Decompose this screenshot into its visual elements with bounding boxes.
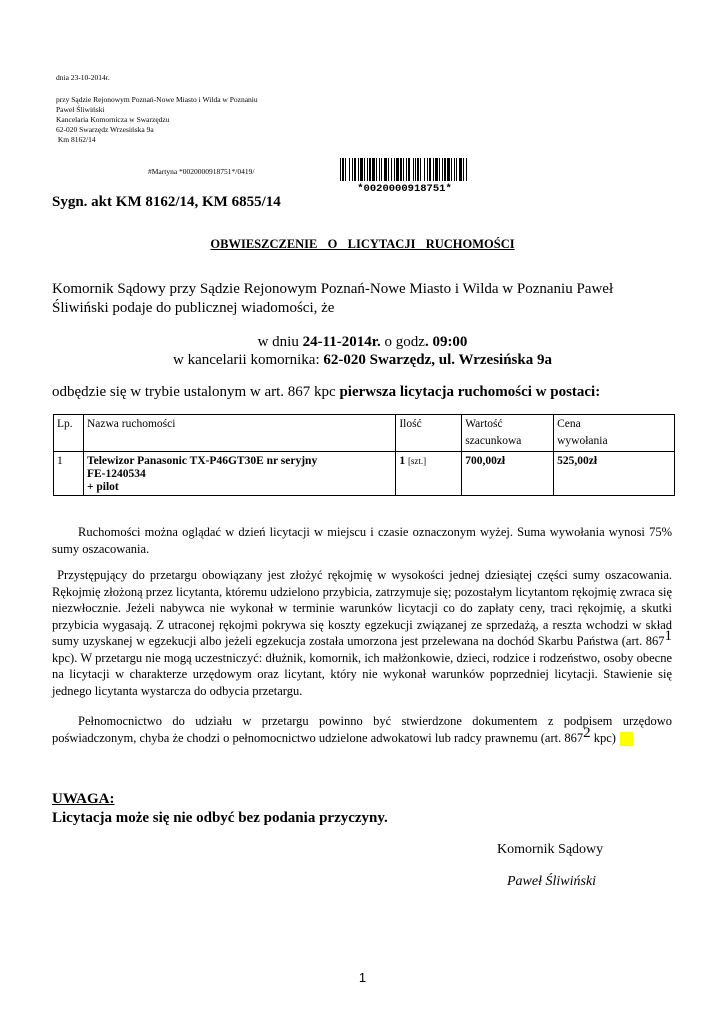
barcode-bar xyxy=(429,158,431,181)
col-header-value-line2: szacunkowa xyxy=(465,435,522,447)
notice-text: Licytacja może się nie odbyć bez podania przyczyny. xyxy=(52,810,388,826)
viewing-paragraph xyxy=(52,524,672,557)
barcode-bar xyxy=(364,158,365,181)
deposit-paragraph xyxy=(52,567,676,699)
auction-time: . 09:00 xyxy=(424,334,468,350)
auction-date: 24-11-2014r. xyxy=(302,334,381,350)
proxy-sup: 2 xyxy=(583,724,591,741)
auction-mode xyxy=(52,384,600,401)
document-title: OBWIESZCZENIE O LICYTACJI RUCHOMOŚCI xyxy=(210,237,515,251)
auction-when xyxy=(0,333,725,369)
barcode-bar xyxy=(413,158,414,181)
barcode-bar xyxy=(435,158,438,181)
barcode-bar xyxy=(415,158,416,181)
barcode-bar xyxy=(451,158,452,181)
barcode-bar xyxy=(417,158,419,181)
barcode-bar xyxy=(381,158,382,181)
intro-paragraph: Komornik Sądowy przy Sądzie Rejonowym Poznań-Nowe Miasto i Wilda w Poznaniu Paweł Śliwiński podaje do publicznej wiadomości, że xyxy=(52,281,614,316)
page-number: 1 xyxy=(358,970,367,985)
item-name-line: + pilot xyxy=(86,481,119,493)
items-table xyxy=(53,414,675,496)
barcode-bar xyxy=(408,158,410,181)
address-line: Paweł Śliwiński xyxy=(56,105,105,114)
qty-unit: [szt.] xyxy=(407,456,427,466)
cell-value: 700,00zł xyxy=(462,452,554,496)
table-header-row xyxy=(54,415,675,452)
item-name-line: Telewizor Panasonic TX-P46GT30E nr seryjny xyxy=(86,455,318,467)
barcode-bar xyxy=(367,158,368,181)
barcode-bar xyxy=(394,158,395,181)
col-header-price-line1: Cena xyxy=(557,418,581,430)
cell-qty xyxy=(396,452,462,496)
barcode-bar xyxy=(444,158,446,181)
cell-price: 525,00zł xyxy=(554,452,675,496)
place-prefix: w kancelarii komornika: xyxy=(173,352,324,368)
mode-prefix: odbędzie się w trybie ustalonym w art. 867 kpc xyxy=(52,384,340,400)
cell-lp: 1 xyxy=(54,452,84,496)
barcode-bar xyxy=(345,158,346,181)
item-name-line: FE-1240534 xyxy=(86,468,146,480)
barcode-text: *0020000918751* xyxy=(357,183,452,192)
barcode-bar xyxy=(459,158,462,181)
when-prefix: w dniu xyxy=(257,334,303,350)
address-line: 62-020 Swarzędz Wrzesińska 9a xyxy=(56,125,154,134)
proxy-paragraph xyxy=(52,713,672,746)
col-header-price-line2: wywołania xyxy=(557,435,608,447)
barcode-bar xyxy=(447,158,450,181)
col-header-name: Nazwa ruchomości xyxy=(83,415,395,452)
barcode-bar xyxy=(396,158,399,181)
deposit-sup: 1 xyxy=(664,628,672,644)
barcode-bar xyxy=(406,158,407,181)
barcode-bar xyxy=(384,158,387,181)
barcode-bar xyxy=(403,158,404,181)
deposit-text-before: Przystępujący do przetargu obowiązany jest złożyć rękojmię w wysokości jednej dziesiątej części sumy oszacowania. Rękojmię złożoną przez licytanta, któremu udzielono przybicia, zatrzymuje się; pozostałym licytantom rękojmię zwraca się niezwłocznie. Jeżeli nabywca nie wykonał w terminie warunków licytacji co do zapłaty ceny, traci rękojmię, a skutki przybicia wygasają. Z utraconej rękojmi pokrywa się koszty egzekucji związanej ze sprzedażą, a reszta wchodzi w skład sumy uzyskanej w egzekucji albo jeżeli egzekucja została umorzona jest przelewana na dochód Skarbu Państwa (art. 867 xyxy=(52,568,676,648)
case-number: Sygn. akt KM 8162/14, KM 6855/14 xyxy=(52,194,281,210)
auction-place: 62-020 Swarzędz, ul. Wrzesińska 9a xyxy=(323,352,552,368)
barcode-bar xyxy=(424,158,425,181)
barcode-bar xyxy=(454,158,455,181)
barcode-bar xyxy=(456,158,457,181)
table-row xyxy=(54,452,675,496)
reference-number: #Martyna *0020000918751*/0419/ xyxy=(148,167,255,176)
barcode-bar xyxy=(420,158,421,181)
barcode-bar xyxy=(369,158,371,181)
barcode-bar xyxy=(379,158,380,181)
barcode-bar xyxy=(349,158,350,181)
address-line: przy Sądzie Rejonowym Poznań-Nowe Miasto i Wilda w Poznaniu xyxy=(56,95,258,104)
barcode-bar xyxy=(372,158,375,181)
highlight-mark xyxy=(620,732,633,746)
barcode-bar xyxy=(463,158,464,181)
notice-label: UWAGA: xyxy=(52,791,115,807)
notice xyxy=(52,790,388,828)
viewing-text: Ruchomości można oglądać w dzień licytacji w miejscu i czasie oznaczonym wyżej. Suma wywołania wynosi 75% sumy oszacowania. xyxy=(52,525,672,556)
barcode-bar xyxy=(342,158,344,181)
signature-name: Paweł Śliwiński xyxy=(507,874,597,889)
col-header-qty: Ilość xyxy=(396,415,462,452)
barcode xyxy=(339,158,470,192)
header-address xyxy=(56,95,258,145)
barcode-bar xyxy=(388,158,389,181)
barcode-bar xyxy=(442,158,443,181)
signature-role: Komornik Sądowy xyxy=(497,842,604,857)
deposit-text-after: kpc). W przetargu nie mogą uczestniczyć: dłużnik, komornik, ich małżonkowie, dzieci, rodzice i rodzeństwo, osoby obecne na licytacji w charakterze urzędowym oraz licytant, który nie wykonał warunków poprzedniej licytacji. Stawienie się jednego licytanta wystarcza do odbycia przetargu. xyxy=(52,650,672,698)
col-header-price xyxy=(554,415,675,452)
barcode-bar xyxy=(340,158,341,181)
barcode-bar xyxy=(433,158,434,181)
barcode-bar xyxy=(466,158,467,181)
barcode-bar xyxy=(354,158,356,181)
mode-bold: pierwsza licytacja ruchomości w postaci: xyxy=(339,384,601,400)
qty-value: 1 xyxy=(399,455,406,467)
barcode-bar xyxy=(360,158,363,181)
address-line: Km 8162/14 xyxy=(56,135,96,144)
barcode-bar xyxy=(427,158,428,181)
when-mid: o godz xyxy=(380,334,425,350)
col-header-lp: Lp. xyxy=(54,415,84,452)
cell-name xyxy=(83,452,395,496)
col-header-value-line1: Wartość xyxy=(465,418,503,430)
proxy-text-before: Pełnomocnictwo do udziału w przetargu powinno być stwierdzone dokumentem z podpisem urzędowo poświadczonym, chyba że chodzi o pełnomocnictwo udzielone adwokatowi lub radcy prawnemu (art. 867 xyxy=(52,714,672,745)
col-header-value xyxy=(462,415,554,452)
proxy-text-after: kpc) xyxy=(590,730,616,745)
header-date: dnia 23-10-2014r. xyxy=(56,73,110,82)
barcode-bar xyxy=(358,158,359,181)
barcode-bar xyxy=(376,158,377,181)
barcode-bar xyxy=(391,158,392,181)
barcode-bar xyxy=(439,158,440,181)
address-line: Kancelaria Komornicza w Swarzędzu xyxy=(56,115,170,124)
barcode-bar xyxy=(400,158,402,181)
barcode-bar xyxy=(352,158,353,181)
